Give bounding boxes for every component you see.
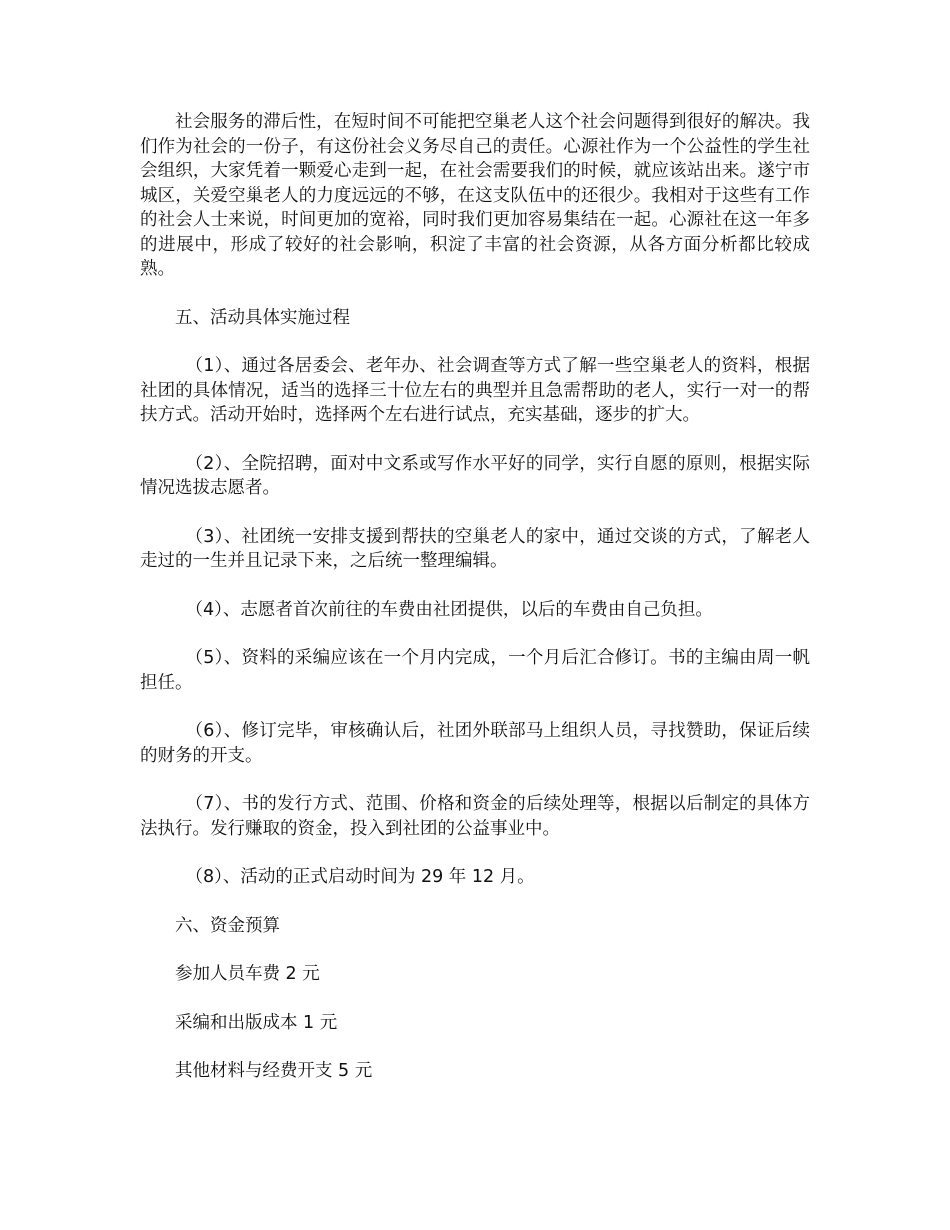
budget-line-other: 其他材料与经费开支 5 元 bbox=[175, 1061, 373, 1081]
document-page bbox=[140, 110, 810, 1108]
section-5-item-2: （2）、全院招聘，面对中文系或写作水平好的同学，实行自愿的原则，根据实际情况选拔志愿者。 bbox=[140, 453, 810, 498]
section-5-item-7: （7）、书的发行方式、范围、价格和资金的后续处理等，根据以后制定的具体方法执行。发行赚取的资金，投入到社团的公益事业中。 bbox=[140, 794, 810, 839]
intro-paragraph: 社会服务的滞后性，在短时间不可能把空巢老人这个社会问题得到很好的解决。我们作为社会的一份子，有这份社会义务尽自己的责任。心源社作为一个公益性的学生社会组织，大家凭着一颗爱心走到一起，在社会需要我们的时候，就应该站出来。遂宁市城区，关爱空巢老人的力度远远的不够，在这支队伍中的还很少。我相对于这些有工作的社会人士来说，时间更加的宽裕，同时我们更加容易集结在一起。心源社在这一年多的进展中，形成了较好的社会影响，积淀了丰富的社会资源，从各方面分析都比较成熟。 bbox=[140, 112, 810, 279]
budget-line-publishing: 采编和出版成本 1 元 bbox=[175, 1012, 338, 1033]
section-5-item-6: （6）、修订完毕，审核确认后，社团外联部马上组织人员，寻找赞助，保证后续的财务的开支。 bbox=[140, 721, 810, 766]
section-6-heading: 六、资金预算 bbox=[175, 915, 280, 936]
section-5-item-8: （8）、活动的正式启动时间为 29 年 12 月。 bbox=[185, 867, 535, 887]
budget-line-travel: 参加人员车费 2 元 bbox=[175, 964, 320, 984]
section-5-item-4: （4）、志愿者首次前往的车费由社团提供，以后的车费由自己负担。 bbox=[185, 599, 713, 620]
section-5-item-5: （5）、资料的采编应该在一个月内完成，一个月后汇合修订。书的主编由周一帆担任。 bbox=[140, 648, 810, 693]
section-5-item-3: （3）、社团统一安排支援到帮扶的空巢老人的家中，通过交谈的方式，了解老人走过的一生并且记录下来，之后统一整理编辑。 bbox=[140, 526, 810, 571]
section-5-item-1: （1）、通过各居委会、老年办、社会调查等方式了解一些空巢老人的资料，根据社团的具体情况，适当的选择三十位左右的典型并且急需帮助的老人，实行一对一的帮扶方式。活动开始时，选择两个左右进行试点，充实基础，逐步的扩大。 bbox=[140, 356, 810, 425]
section-5-heading: 五、活动具体实施过程 bbox=[175, 307, 350, 328]
